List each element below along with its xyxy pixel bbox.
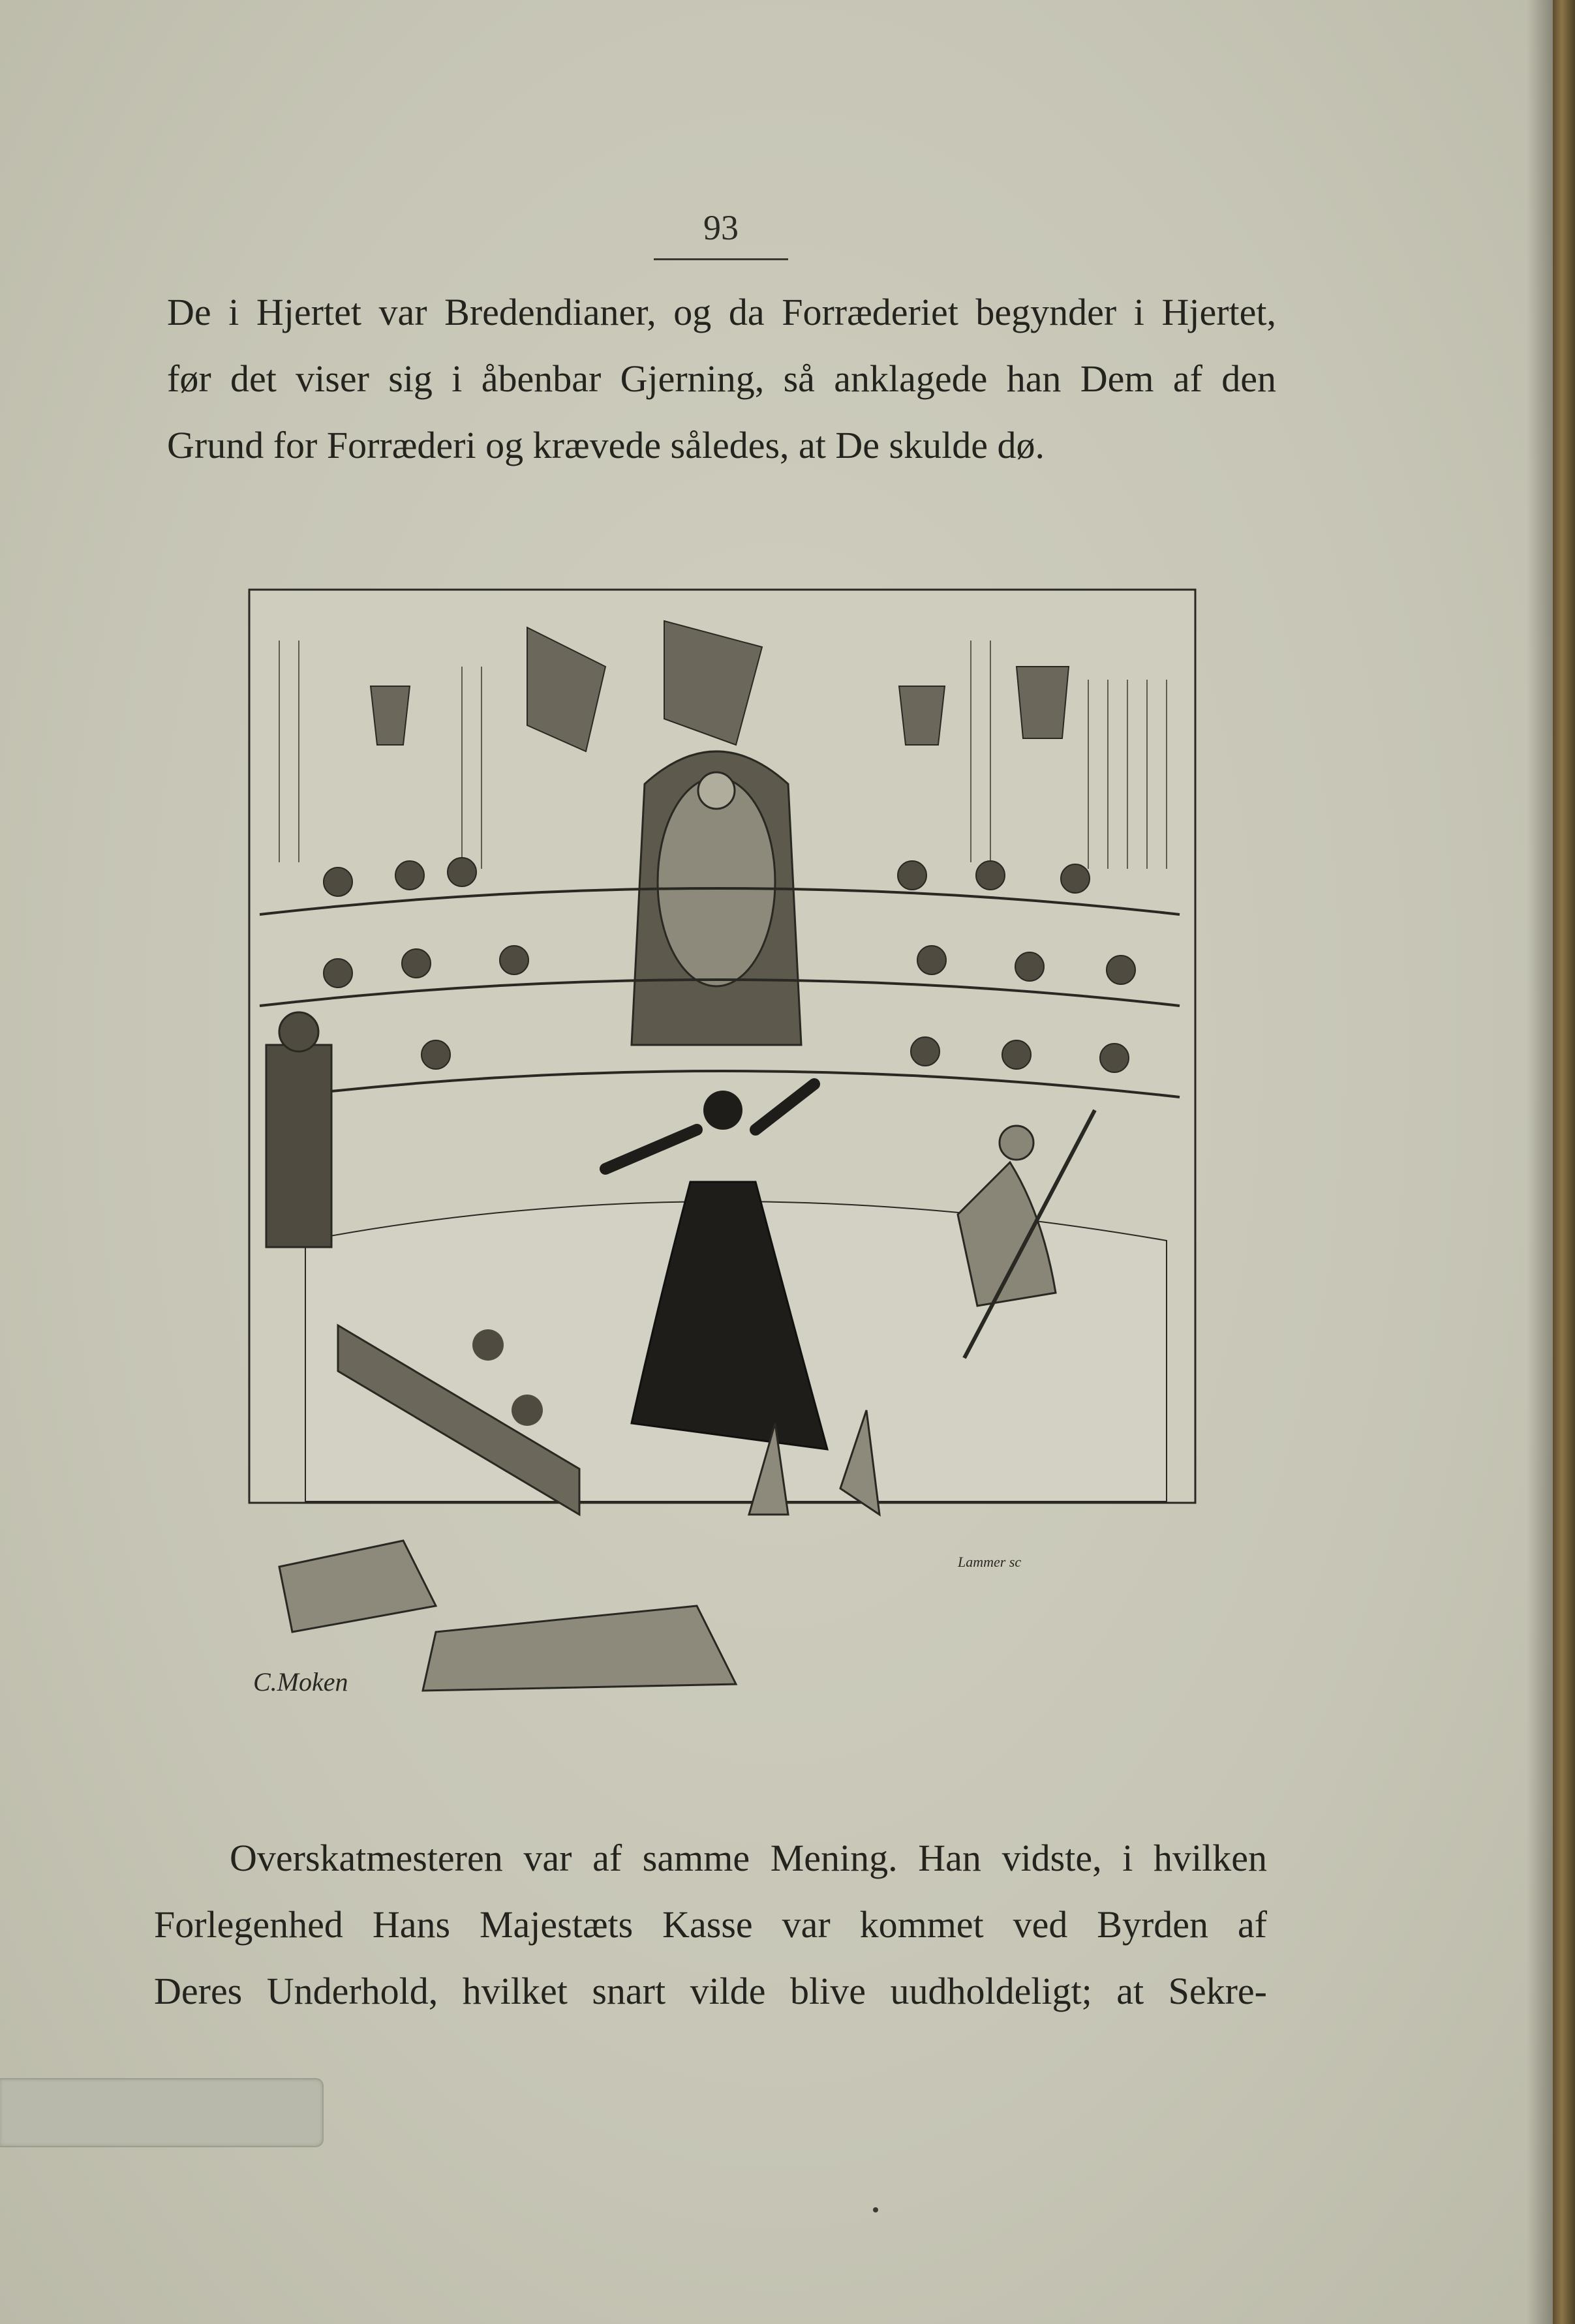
bottom-paragraph: [154, 1825, 1267, 2025]
page-number: 93: [703, 208, 739, 247]
page-number-rule: [654, 258, 788, 260]
engraving-throne-room-icon: [240, 588, 1202, 1710]
paper-speck: [873, 2207, 878, 2212]
top-paragraph: [167, 279, 1276, 479]
text-line: før det viser sig i åbenbar Gjerning, så anklagede han Dem af den: [167, 357, 1276, 400]
text-line: Deres Underhold, hvilket snart vilde blive uudholdeligt; at Sekre-: [154, 1970, 1267, 2012]
engraving-illustration: [240, 588, 1202, 1710]
illustrator-signature: C.Moken: [253, 1667, 348, 1697]
text-line: Forlegenhed Hans Majestæts Kasse var kommet ved Byrden af: [154, 1903, 1267, 1946]
book-binding-edge: [1553, 0, 1575, 2324]
page-tab-marker: [0, 2078, 324, 2147]
engraver-signature: Lammer sc: [958, 1554, 1022, 1570]
text-line: De i Hjertet var Bredendianer, og da Forræderiet begynder i Hjertet,: [167, 291, 1276, 333]
text-line: Overskatmesteren var af samme Mening. Han vidste, i hvilken: [230, 1837, 1267, 1879]
gutter-shadow: [1527, 0, 1553, 2324]
text-line: Grund for Forræderi og krævede således, at De skulde dø.: [167, 424, 1045, 466]
